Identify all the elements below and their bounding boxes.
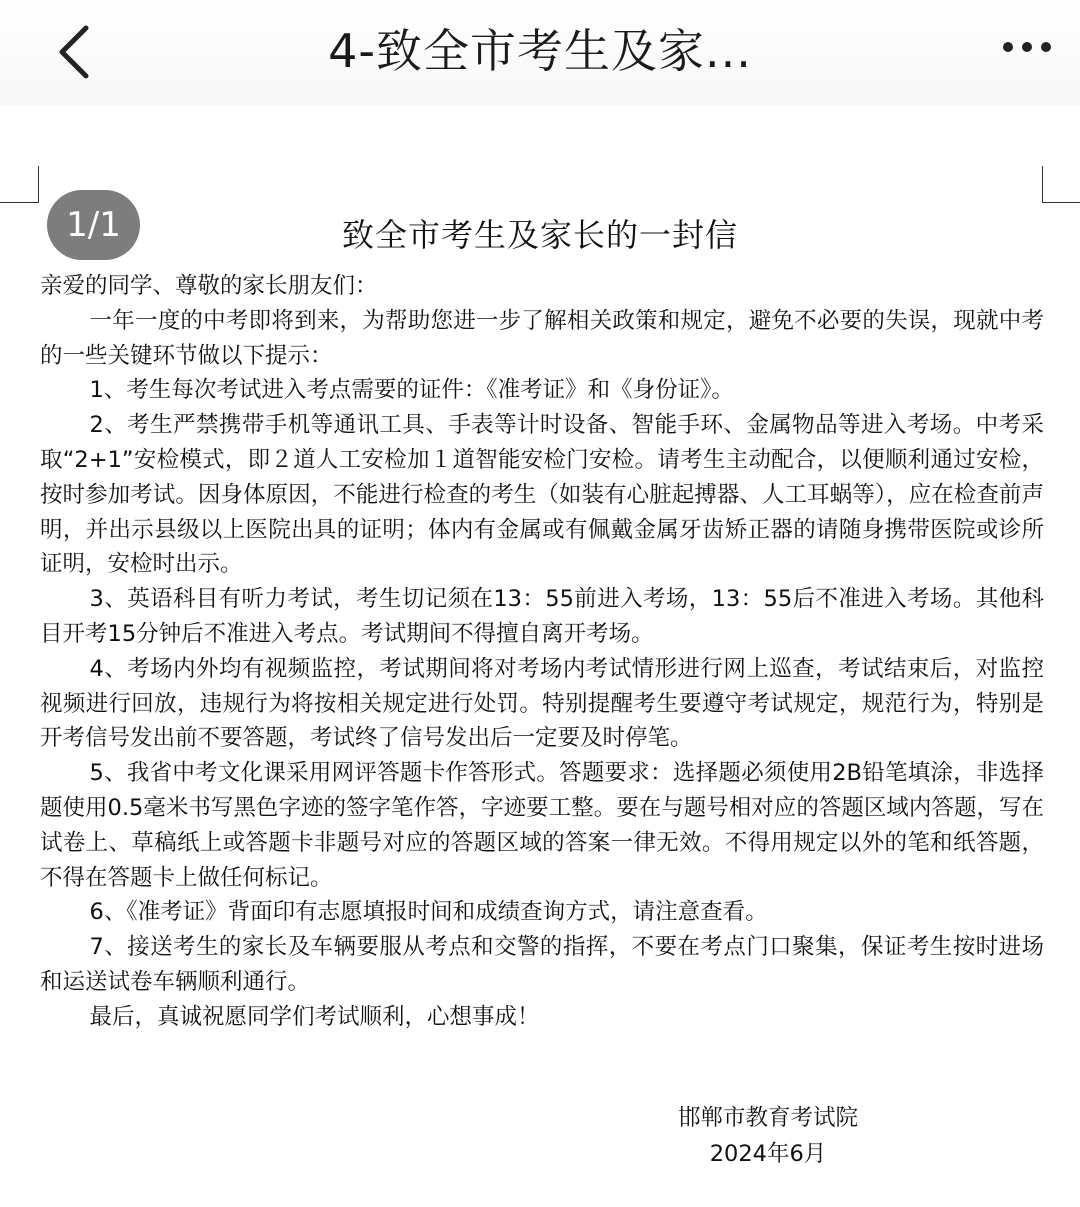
- document-heading: 致全市考生及家长的一封信: [341, 216, 738, 254]
- paragraph: 4、考场内外均有视频监控，考试期间将对考场内考试情形进行网上巡查，考试结束后，对监控视频进行回放，违规行为将按相关规定进行处罚。特别提醒考生要遵守考试规定，规范行为，特别是开考信号发出前不要答题，考试终了信号发出后一定要及时停笔。: [40, 655, 1044, 752]
- back-button[interactable]: [44, 16, 114, 86]
- paragraph: 2、考生严禁携带手机等通讯工具、手表等计时设备、智能手环、金属物品等进入考场。中考采取“2+1”安检模式，即２道人工安检加１道智能安检门安检。请考生主动配合，以便顺利通过安检，按时参加考试。因身体原因，不能进行检查的考生（如装有心脏起搏器、人工耳蜗等），应在检查前声明，并出示县级以上医院出具的证明；体内有金属或有佩戴金属牙齿矫正器的请随身携带医院或诊所证明，安检时出示。: [40, 412, 1044, 578]
- page-indicator: 1/1: [47, 190, 140, 260]
- chevron-left-icon: [56, 24, 96, 80]
- paragraph: 3、英语科目有听力考试，考生切记须在13：55前进入考场，13：55后不准进入考场。其他科目开考15分钟后不准进入考点。考试期间不得擅自离开考场。: [40, 586, 1044, 647]
- signature-organization: 邯郸市教育考试院: [677, 1105, 858, 1131]
- paragraph: 7、接送考生的家长及车辆要服从考点和交警的指挥，不要在考点门口聚集，保证考生按时进场和运送试卷车辆顺利通行。: [40, 934, 1044, 995]
- page-corner-mark-left: [0, 166, 39, 203]
- page-corner-mark-right: [1042, 166, 1080, 203]
- document-body: [40, 269, 1044, 1035]
- more-options-button[interactable]: [992, 28, 1062, 68]
- paragraph: 一年一度的中考即将到来，为帮助您进一步了解相关政策和规定，避免不必要的失误，现就中考的一些关键环节做以下提示：: [40, 307, 1044, 369]
- paragraph: 1、考生每次考试进入考点需要的证件：《准考证》和《身份证》。: [89, 377, 734, 404]
- paragraph: 5、我省中考文化课采用网评答题卡作答形式。答题要求：选择题必须使用2B铅笔填涂，非选择题使用0.5毫米书写黑色字迹的签字笔作答，字迹要工整。要在与题号相对应的答题区域内答题，写在试卷上、草稿纸上或答题卡非题号对应的答题区域的答案一律无效。不得用规定以外的笔和纸答题，不得在答题卡上做任何标记。: [40, 760, 1044, 891]
- paragraph: 6、《准考证》背面印有志愿填报时间和成绩查询方式，请注意查看。: [89, 899, 768, 926]
- closing-paragraph: 最后，真诚祝愿同学们考试顺利，心想事成！: [89, 1003, 540, 1030]
- greeting: 亲爱的同学、尊敬的家长朋友们：: [40, 273, 378, 299]
- document-tab-title: 4-致全市考生及家...: [328, 24, 752, 78]
- top-bar: [0, 0, 1080, 105]
- signature-date: 2024年6月: [709, 1141, 827, 1167]
